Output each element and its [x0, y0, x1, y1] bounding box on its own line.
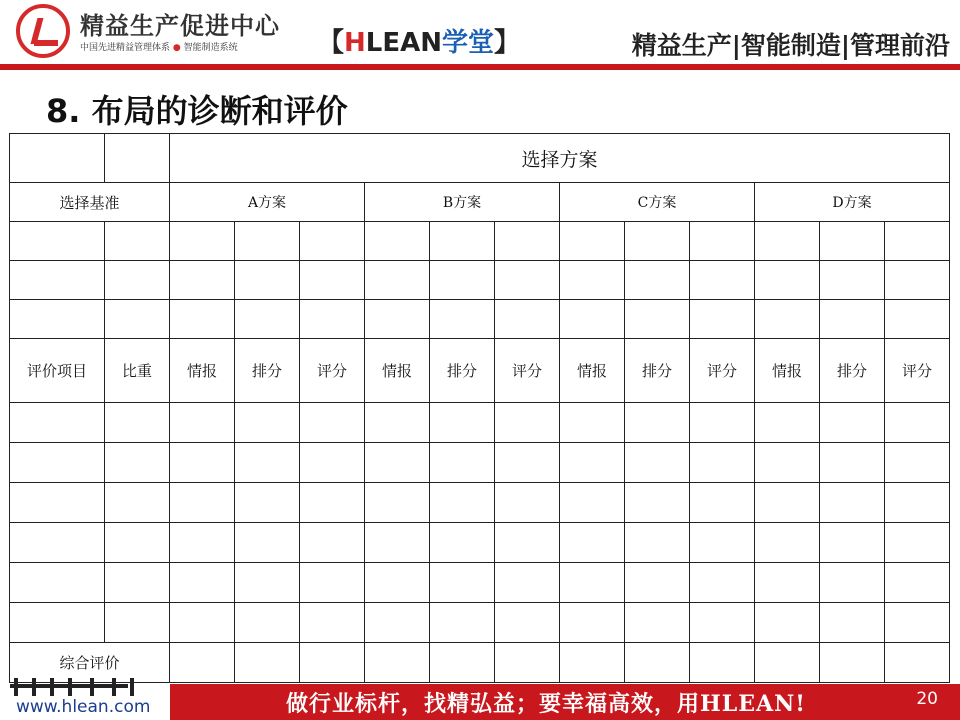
- table-cell: [365, 222, 430, 261]
- brand-label: [318, 22, 520, 59]
- table-cell: [755, 403, 820, 443]
- table-cell: [170, 261, 235, 300]
- table-row: [10, 261, 950, 300]
- table-cell: [755, 523, 820, 563]
- table-cell: [625, 603, 690, 643]
- weight-header: 比重: [105, 339, 170, 403]
- table-cell: [10, 403, 105, 443]
- hlean-logo: [10, 676, 150, 698]
- table-cell: [690, 443, 755, 483]
- brand-xuetang: 学堂: [442, 28, 495, 58]
- evaluation-table: [9, 133, 950, 683]
- table-cell: [105, 403, 170, 443]
- sub-header-score: 评分: [300, 339, 365, 403]
- table-cell: [690, 300, 755, 339]
- table-cell: [885, 603, 950, 643]
- table-cell: [10, 261, 105, 300]
- select-plan-header: 选择方案: [170, 134, 950, 183]
- table-cell: [885, 643, 950, 683]
- table-cell: [820, 443, 885, 483]
- table-cell: [560, 483, 625, 523]
- table-cell: [10, 523, 105, 563]
- table-cell: [105, 134, 170, 183]
- table-row: [10, 134, 950, 183]
- plan-b-header: B方案: [365, 183, 560, 222]
- table-cell: [430, 403, 495, 443]
- table-cell: [560, 563, 625, 603]
- logo-icon: [16, 4, 70, 58]
- table-cell: [170, 403, 235, 443]
- table-cell: [170, 643, 235, 683]
- table-cell: [690, 563, 755, 603]
- table-cell: [885, 523, 950, 563]
- table-cell: [10, 563, 105, 603]
- table-cell: [365, 483, 430, 523]
- table-cell: [755, 603, 820, 643]
- table-cell: [300, 643, 365, 683]
- table-cell: [105, 603, 170, 643]
- sub-header-info: 情报: [170, 339, 235, 403]
- table-row: [10, 443, 950, 483]
- summary-label: 综合评价: [10, 643, 170, 683]
- table-cell: [885, 443, 950, 483]
- table-cell: [820, 300, 885, 339]
- org-sub-left: 中国先进精益管理体系: [80, 43, 171, 53]
- table-cell: [300, 603, 365, 643]
- table-cell: [235, 643, 300, 683]
- table-cell: [10, 443, 105, 483]
- table-cell: [300, 261, 365, 300]
- table-cell: [560, 403, 625, 443]
- brand-h: H: [344, 28, 366, 58]
- table-cell: [495, 563, 560, 603]
- table-cell: [235, 563, 300, 603]
- table-cell: [885, 300, 950, 339]
- table-row: [10, 222, 950, 261]
- table-cell: [755, 261, 820, 300]
- table-cell: [430, 261, 495, 300]
- table-cell: [820, 483, 885, 523]
- table-cell: [755, 222, 820, 261]
- table-cell: [365, 563, 430, 603]
- table-cell: [365, 300, 430, 339]
- table-cell: [885, 483, 950, 523]
- table-cell: [885, 563, 950, 603]
- table-row: [10, 563, 950, 603]
- table-cell: [755, 443, 820, 483]
- table-cell: [495, 523, 560, 563]
- table-cell: [495, 300, 560, 339]
- table-cell: [235, 523, 300, 563]
- sub-header-info: 情报: [755, 339, 820, 403]
- table-cell: [10, 222, 105, 261]
- org-title: 精益生产促进中心: [80, 11, 280, 40]
- table-cell: [105, 443, 170, 483]
- table-row: [10, 523, 950, 563]
- criteria-header: 选择基准: [10, 183, 170, 222]
- table-cell: [495, 643, 560, 683]
- table-cell: [625, 261, 690, 300]
- table-cell: [235, 222, 300, 261]
- table-cell: [105, 563, 170, 603]
- plan-a-header: A方案: [170, 183, 365, 222]
- sub-header-score: 评分: [495, 339, 560, 403]
- table-cell: [755, 563, 820, 603]
- table-cell: [885, 403, 950, 443]
- table-cell: [625, 483, 690, 523]
- brand-open: 【: [318, 28, 345, 58]
- table-cell: [365, 403, 430, 443]
- sub-header-info: 情报: [365, 339, 430, 403]
- sub-header-score: 评分: [690, 339, 755, 403]
- table-cell: [300, 483, 365, 523]
- footer-slogan: 做行业标杆，找精弘益；要幸福高效，用HLEAN!: [286, 691, 806, 717]
- table-cell: [625, 643, 690, 683]
- table-cell: [755, 643, 820, 683]
- table-cell: [105, 483, 170, 523]
- brand-close: 】: [494, 28, 521, 58]
- table-cell: [235, 300, 300, 339]
- table-cell: [235, 603, 300, 643]
- table-cell: [430, 603, 495, 643]
- table-cell: [170, 443, 235, 483]
- table-cell: [105, 523, 170, 563]
- table-cell: [235, 443, 300, 483]
- table-cell: [820, 523, 885, 563]
- table-cell: [690, 523, 755, 563]
- table-cell: [365, 523, 430, 563]
- table-cell: [560, 443, 625, 483]
- table-cell: [365, 643, 430, 683]
- table-row: [10, 483, 950, 523]
- table-cell: [820, 643, 885, 683]
- table-row: [10, 643, 950, 683]
- table-cell: [235, 483, 300, 523]
- table-cell: [10, 483, 105, 523]
- table-cell: [430, 222, 495, 261]
- table-cell: [625, 563, 690, 603]
- header: [0, 0, 960, 64]
- table-cell: [430, 523, 495, 563]
- plan-d-header: D方案: [755, 183, 950, 222]
- bottom-blank-rows: [10, 403, 950, 643]
- table-cell: [820, 403, 885, 443]
- table-cell: [820, 563, 885, 603]
- table-cell: [300, 403, 365, 443]
- page-title: 8. 布局的诊断和评价: [46, 92, 348, 130]
- table-cell: [495, 443, 560, 483]
- table-cell: [560, 643, 625, 683]
- table-cell: [235, 261, 300, 300]
- table-cell: [430, 443, 495, 483]
- table-cell: [820, 261, 885, 300]
- org-sub-dot: ●: [172, 43, 181, 53]
- table-cell: [170, 222, 235, 261]
- table-cell: [755, 300, 820, 339]
- table-cell: [625, 403, 690, 443]
- table-cell: [365, 603, 430, 643]
- sub-header-rank: 排分: [235, 339, 300, 403]
- header-divider: [0, 64, 960, 70]
- table-cell: [105, 261, 170, 300]
- table-cell: [690, 222, 755, 261]
- table-cell: [495, 261, 560, 300]
- footer-url: www.hlean.com: [16, 697, 151, 717]
- sub-header-rank: 排分: [430, 339, 495, 403]
- table-cell: [560, 523, 625, 563]
- table-cell: [690, 483, 755, 523]
- top-blank-rows: [10, 222, 950, 339]
- table-cell: [10, 603, 105, 643]
- table-row: [10, 339, 950, 403]
- table-row: [10, 300, 950, 339]
- table-cell: [10, 134, 105, 183]
- sub-header-rank: 排分: [820, 339, 885, 403]
- org-sub-right: 智能制造系统: [183, 43, 238, 53]
- sub-header-info: 情报: [560, 339, 625, 403]
- table-cell: [365, 443, 430, 483]
- table-cell: [105, 222, 170, 261]
- item-header: 评价项目: [10, 339, 105, 403]
- sub-header-score: 评分: [885, 339, 950, 403]
- table-cell: [105, 300, 170, 339]
- table-cell: [820, 222, 885, 261]
- page-number: 20: [916, 689, 938, 709]
- table-cell: [300, 523, 365, 563]
- table-cell: [625, 222, 690, 261]
- table-cell: [430, 563, 495, 603]
- table-cell: [755, 483, 820, 523]
- table-cell: [10, 300, 105, 339]
- table-cell: [170, 300, 235, 339]
- table-cell: [235, 403, 300, 443]
- table-cell: [560, 222, 625, 261]
- table-cell: [495, 603, 560, 643]
- table-row: [10, 603, 950, 643]
- table-cell: [625, 523, 690, 563]
- table-cell: [170, 563, 235, 603]
- table-cell: [300, 300, 365, 339]
- table-cell: [170, 603, 235, 643]
- tagline: 精益生产|智能制造|管理前沿: [631, 31, 950, 60]
- table-cell: [495, 403, 560, 443]
- table-cell: [300, 443, 365, 483]
- table-cell: [300, 222, 365, 261]
- table-cell: [430, 300, 495, 339]
- table-row: [10, 183, 950, 222]
- table-cell: [430, 643, 495, 683]
- sub-header-rank: 排分: [625, 339, 690, 403]
- table-cell: [885, 222, 950, 261]
- table-cell: [560, 603, 625, 643]
- brand-lean: LEAN: [365, 28, 442, 58]
- table-cell: [820, 603, 885, 643]
- table-cell: [365, 261, 430, 300]
- table-cell: [430, 483, 495, 523]
- table-cell: [690, 603, 755, 643]
- table-cell: [560, 300, 625, 339]
- table-row: [10, 403, 950, 443]
- table-cell: [690, 261, 755, 300]
- table-cell: [495, 222, 560, 261]
- table-cell: [495, 483, 560, 523]
- table-cell: [690, 643, 755, 683]
- table-cell: [560, 261, 625, 300]
- table-cell: [170, 483, 235, 523]
- org-subtitle: [80, 40, 238, 53]
- table-cell: [300, 563, 365, 603]
- table-cell: [625, 300, 690, 339]
- plan-c-header: C方案: [560, 183, 755, 222]
- table-cell: [625, 443, 690, 483]
- table-cell: [885, 261, 950, 300]
- table-cell: [170, 523, 235, 563]
- table-cell: [690, 403, 755, 443]
